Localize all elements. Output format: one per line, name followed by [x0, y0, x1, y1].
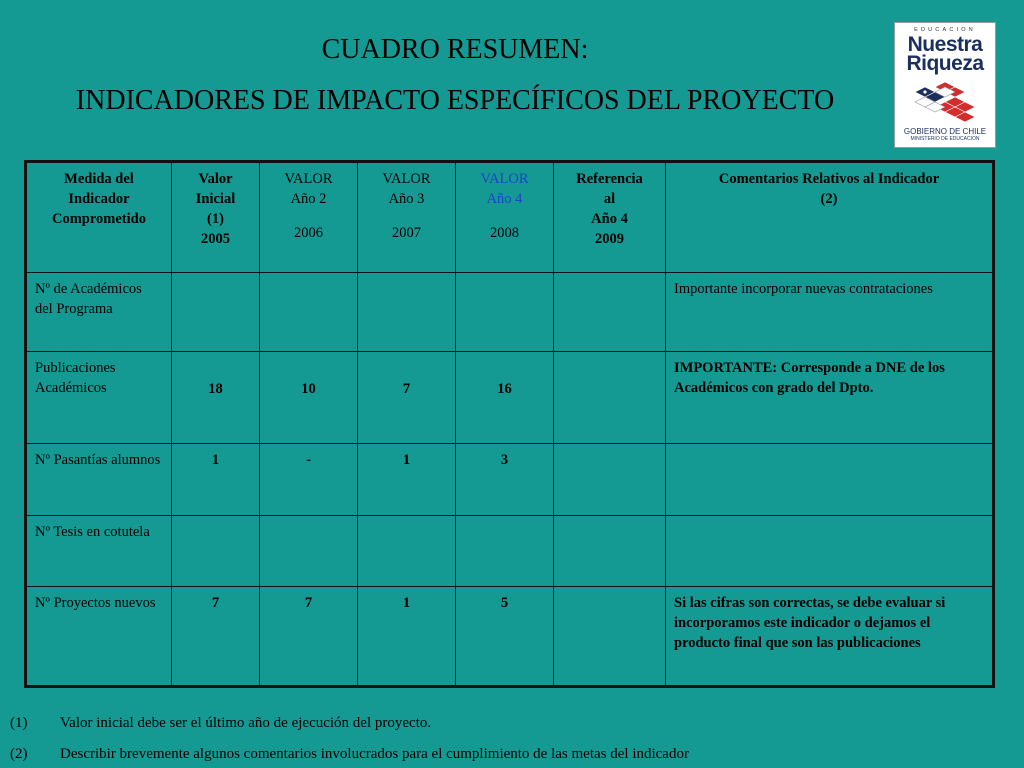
chile-cubes-icon [909, 78, 981, 126]
footnote-1-number: (1) [10, 715, 28, 731]
value-2007: 1 [358, 587, 456, 687]
header-year-4: VALOR Año 4 2008 [456, 162, 554, 273]
value-2005: 1 [172, 444, 260, 516]
value-2006: 10 [260, 352, 358, 444]
footnote-2-text: Describir brevemente algunos comentarios involucrados para el cumplimiento de las metas del indicador [60, 746, 689, 762]
value-2008: 3 [456, 444, 554, 516]
row-comment: IMPORTANTE: Corresponde a DNE de los Académicos con grado del Dpto. [666, 352, 994, 444]
value-2007: 1 [358, 444, 456, 516]
row-label: Nº Pasantías alumnos [26, 444, 172, 516]
footnote-1 [10, 714, 431, 732]
value-2009 [554, 273, 666, 352]
value-2006 [260, 516, 358, 587]
logo-education-text: EDUCACION [914, 27, 976, 33]
value-2006 [260, 273, 358, 352]
value-2009 [554, 516, 666, 587]
title-line-2: INDICADORES DE IMPACTO ESPECÍFICOS DEL PROYECTO [75, 85, 835, 116]
title-line-1: CUADRO RESUMEN: [321, 34, 589, 65]
logo-brand-line-1: Nuestra [907, 33, 983, 56]
value-2006: 7 [260, 587, 358, 687]
header-reference: Referencia al Año 4 2009 [554, 162, 666, 273]
row-label: Publicaciones Académicos [26, 352, 172, 444]
value-2009 [554, 352, 666, 444]
value-2008: 5 [456, 587, 554, 687]
value-2007 [358, 273, 456, 352]
value-2008: 16 [456, 352, 554, 444]
footnote-1-text: Valor inicial debe ser el último año de ejecución del proyecto. [60, 715, 432, 731]
row-label: Nº de Académicos del Programa [26, 273, 172, 352]
value-2009 [554, 587, 666, 687]
nuestra-riqueza-logo [894, 22, 996, 148]
table-row [26, 352, 994, 444]
value-2006: - [260, 444, 358, 516]
value-2005: 18 [172, 352, 260, 444]
table-header-row [26, 162, 994, 273]
header-initial-value: Valor Inicial (1) 2005 [172, 162, 260, 273]
table-row [26, 444, 994, 516]
value-2009 [554, 444, 666, 516]
value-2008 [456, 273, 554, 352]
logo-ministry-text: MINISTERIO DE EDUCACION [910, 136, 980, 142]
header-comments: Comentarios Relativos al Indicador (2) [666, 162, 994, 273]
value-2007: 7 [358, 352, 456, 444]
footnote-2 [10, 745, 689, 763]
row-comment: Si las cifras son correctas, se debe evaluar si incorporamos este indicador o dejamos el producto final que son las publicaciones [666, 587, 994, 687]
row-label: Nº Tesis en cotutela [26, 516, 172, 587]
row-label: Nº Proyectos nuevos [26, 587, 172, 687]
row-comment [666, 444, 994, 516]
table-row [26, 273, 994, 352]
indicators-table [24, 160, 995, 688]
value-2005 [172, 516, 260, 587]
value-2008 [456, 516, 554, 587]
value-2005: 7 [172, 587, 260, 687]
logo-brand-line-2: Riqueza [906, 52, 984, 75]
header-year-2: VALOR Año 2 2006 [260, 162, 358, 273]
logo-government-text: GOBIERNO DE CHILE [903, 127, 987, 136]
row-comment: Importante incorporar nuevas contrataciones [666, 273, 994, 352]
footnote-2-number: (2) [10, 746, 28, 762]
table-row [26, 516, 994, 587]
value-2005 [172, 273, 260, 352]
header-year-3: VALOR Año 3 2007 [358, 162, 456, 273]
table-row [26, 587, 994, 687]
row-comment [666, 516, 994, 587]
value-2007 [358, 516, 456, 587]
header-measure: Medida del Indicador Comprometido [26, 162, 172, 273]
